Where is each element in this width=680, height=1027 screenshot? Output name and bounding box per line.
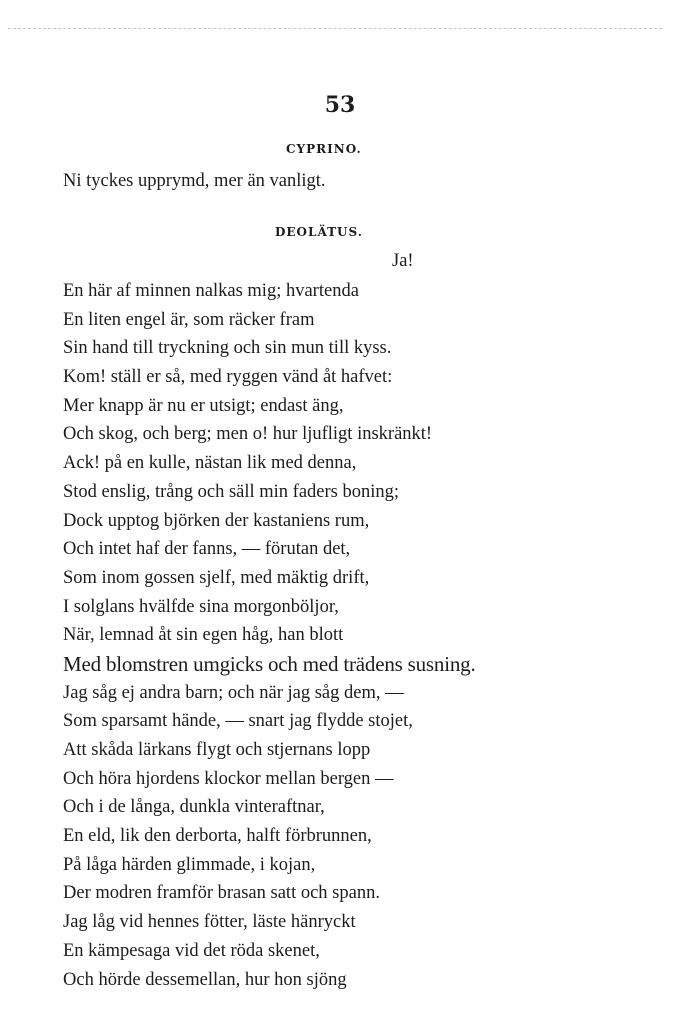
verse-line: En här af minnen nalkas mig; hvartenda (63, 281, 359, 301)
verse-line: Att skåda lärkans flygt och stjernans lopp (63, 740, 371, 760)
verse-block (63, 280, 476, 997)
verse-line: Och skog, och berg; men o! hur ljufligt inskränkt! (63, 424, 433, 445)
speaker-name-cyprino: CYPRINO. (286, 142, 362, 156)
speaker-name-deolatus: DEOLÄTUS. (275, 225, 363, 239)
verse-line: En liten engel är, som räcker fram (63, 309, 315, 330)
verse-line: I solglans hvälfde sina morgonböljor, (63, 596, 339, 617)
verse-line: Och i de långa, dunkla vinteraftnar, (63, 797, 325, 818)
dialogue-line: Ni tyckes upprymd, mer än vanligt. (63, 171, 326, 191)
verse-line: Jag låg vid hennes fötter, läste hänryckt (63, 912, 356, 933)
verse-line: Jag såg ej andra barn; och när jag såg dem, — (63, 682, 404, 703)
verse-line: Som sparsamt hände, — snart jag flydde stojet, (63, 711, 413, 732)
verse-line: Dock upptog björken der kastaniens rum, (63, 510, 370, 531)
verse-line: Sin hand till tryckning och sin mun till kyss. (63, 338, 392, 359)
top-rule (8, 28, 662, 29)
verse-line: Stod enslig, trång och säll min faders boning; (63, 481, 400, 502)
verse-line: Med blomstren umgicks och med trädens susning. (63, 651, 476, 676)
verse-line: När, lemnad åt sin egen håg, han blott (63, 625, 344, 646)
verse-line: En eld, lik den derborta, halft förbrunnen, (63, 826, 372, 847)
dialogue-line-ja: Ja! (392, 251, 414, 271)
verse-line: Mer knapp är nu er utsigt; endast äng, (63, 395, 344, 416)
verse-line: Och höra hjordens klockor mellan bergen — (63, 768, 394, 789)
verse-line: Ack! på en kulle, nästan lik med denna, (63, 453, 357, 474)
verse-line: Som inom gossen sjelf, med mäktig drift, (63, 567, 370, 588)
verse-line: Och hörde dessemellan, hur hon sjöng (63, 969, 347, 990)
page-number: 53 (324, 92, 356, 118)
verse-line: Der modren framför brasan satt och spann. (63, 883, 380, 904)
verse-line: Och intet haf der fanns, — förutan det, (63, 539, 351, 560)
verse-line: På låga härden glimmade, i kojan, (63, 854, 316, 875)
verse-line: Kom! ställ er så, med ryggen vänd åt hafvet: (63, 367, 393, 388)
verse-line: En kämpesaga vid det röda skenet, (63, 940, 320, 961)
